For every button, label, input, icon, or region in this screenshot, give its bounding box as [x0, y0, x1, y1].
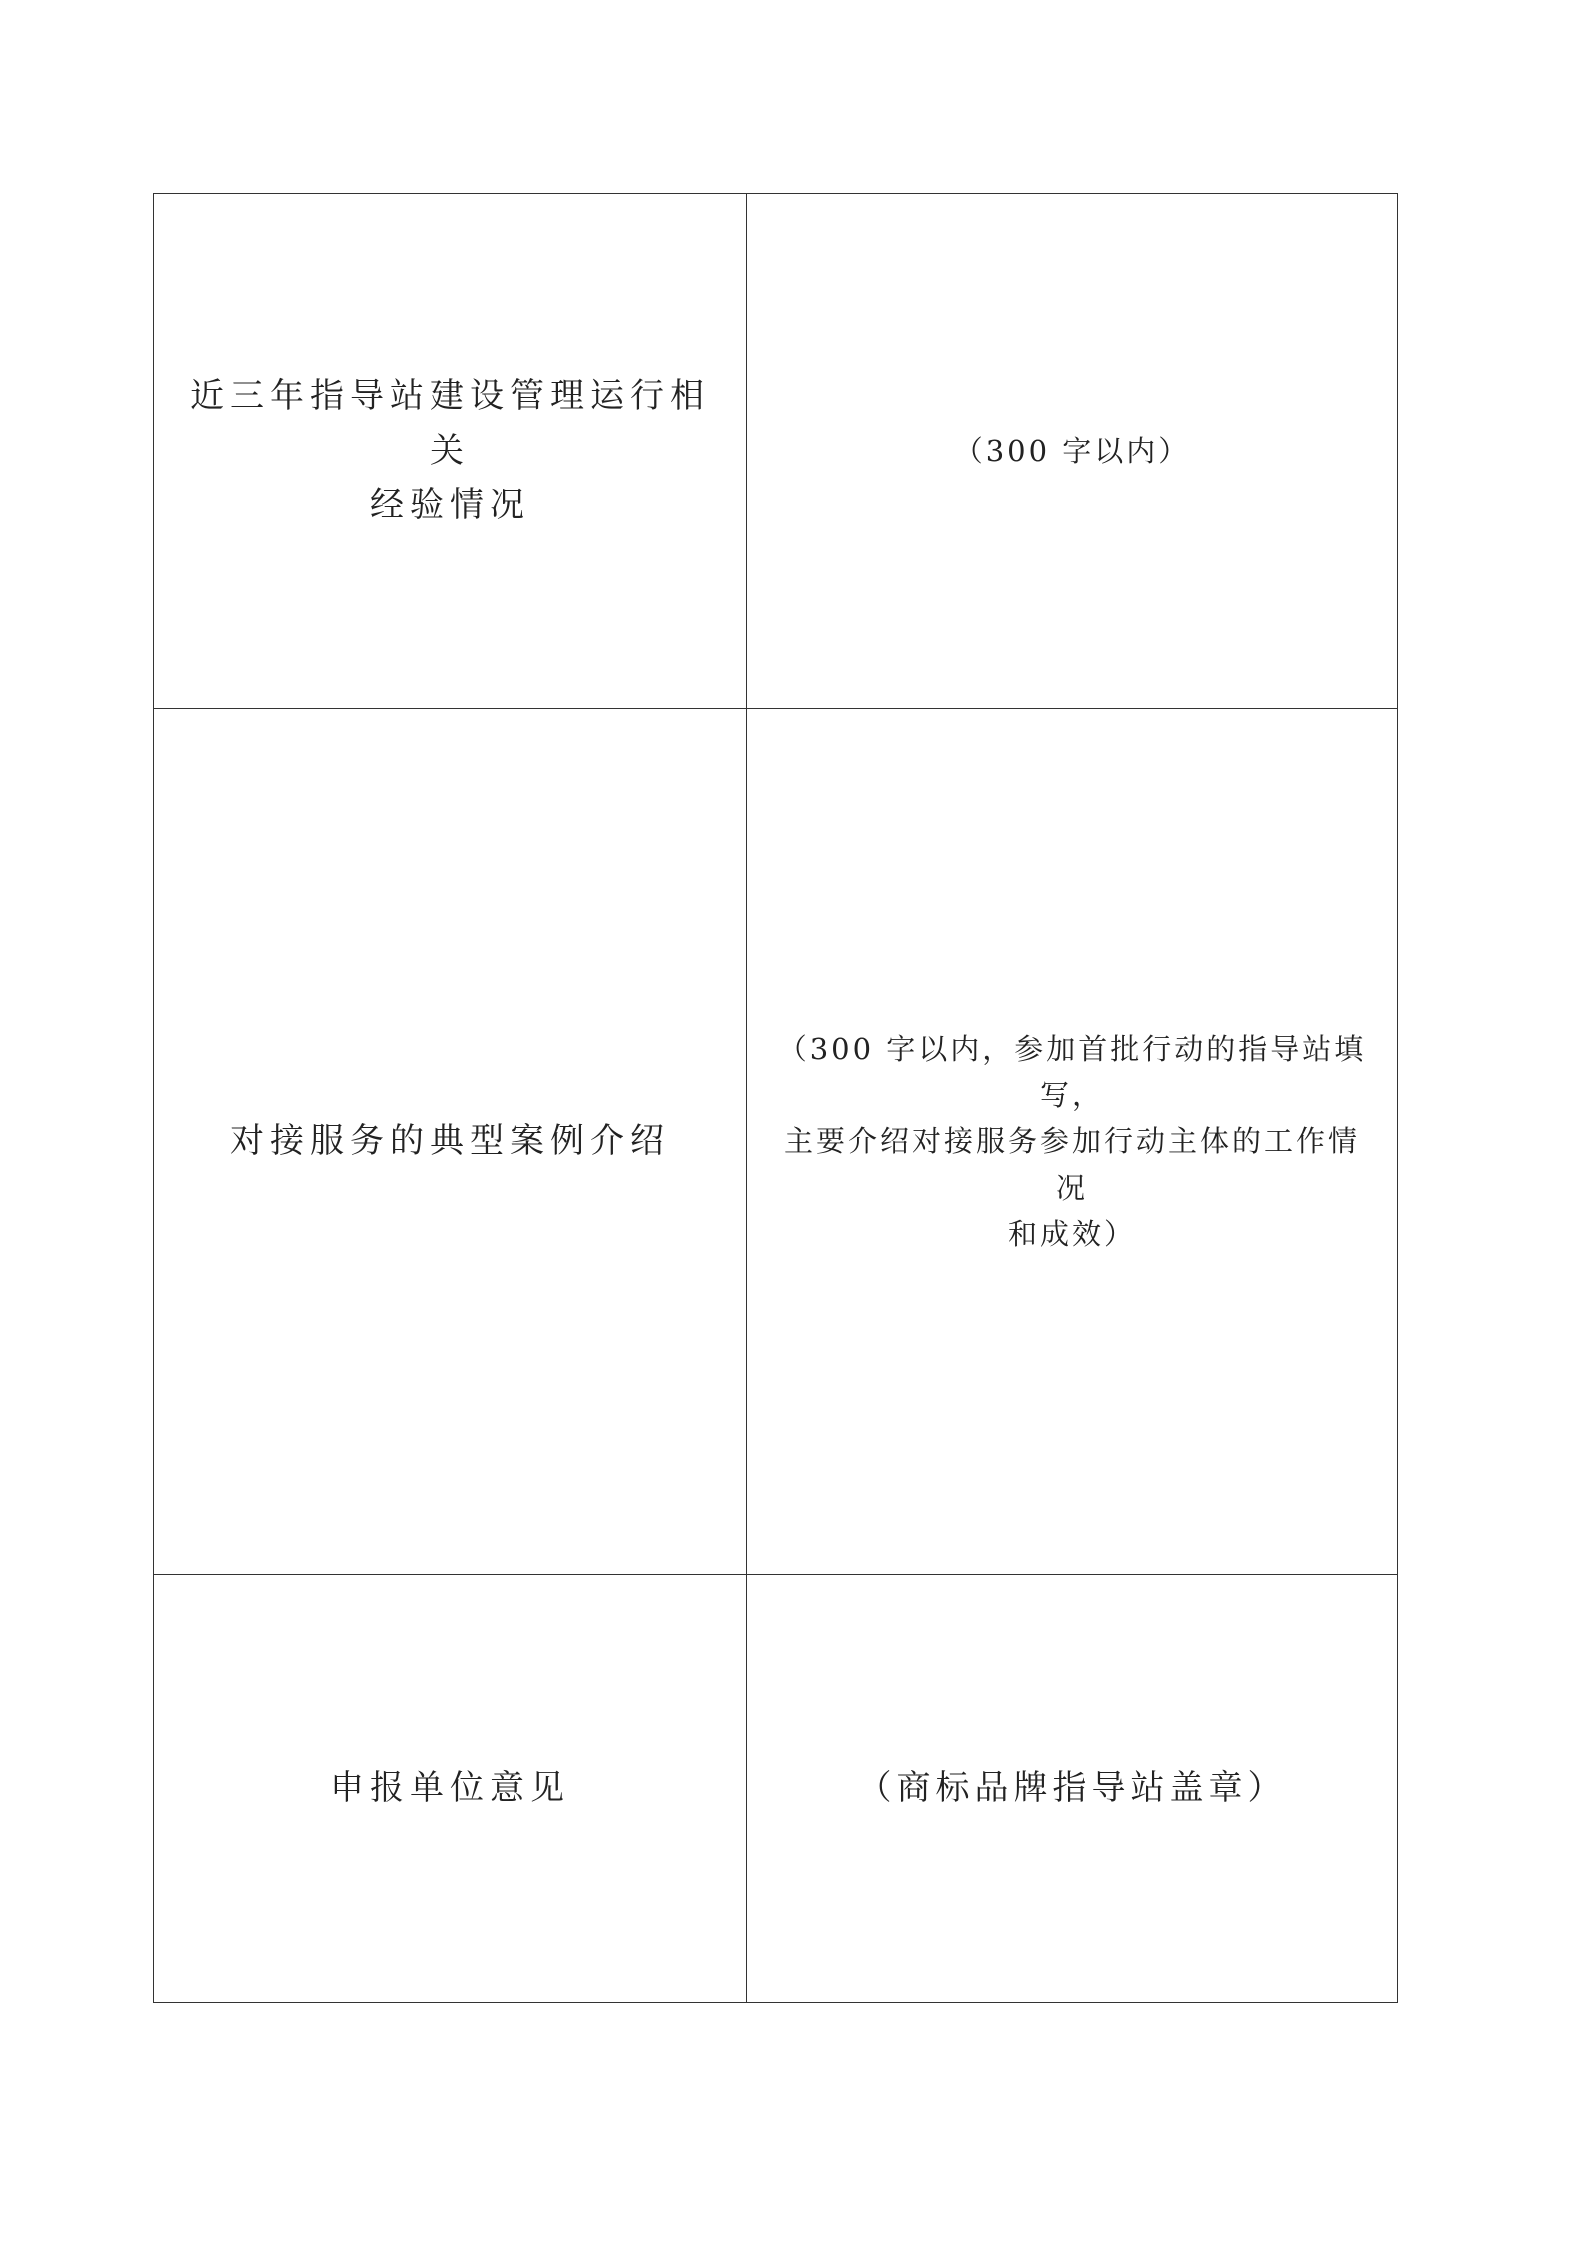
- hint-text: （商标品牌指导站盖章）: [857, 1768, 1287, 1809]
- label-text: 对接服务的典型案例介绍: [230, 1121, 670, 1162]
- label-text: 近三年指导站建设管理运行相关: [190, 376, 710, 471]
- label-text: 申报单位意见: [330, 1768, 570, 1809]
- value-cell-case-study[interactable]: [747, 709, 1398, 1575]
- hint-text: 和成效）: [1007, 1217, 1136, 1252]
- label-cell-case-study: [154, 709, 747, 1575]
- table-row-opinion: [154, 1575, 1398, 2003]
- table-row-case-study: [154, 709, 1398, 1575]
- hint-text: （300 字以内，参加首批行动的指导站填写，: [777, 1031, 1367, 1112]
- table-row-experience: [154, 194, 1398, 709]
- label-cell-opinion: [154, 1575, 747, 2003]
- label-cell-experience: [154, 194, 747, 709]
- hint-text: 主要介绍对接服务参加行动主体的工作情况: [783, 1124, 1360, 1205]
- value-cell-opinion[interactable]: [747, 1575, 1398, 2003]
- label-text: 经验情况: [370, 485, 530, 526]
- application-form-table: [153, 193, 1398, 2003]
- hint-text: （300 字以内）: [953, 433, 1191, 468]
- value-cell-experience[interactable]: [747, 194, 1398, 709]
